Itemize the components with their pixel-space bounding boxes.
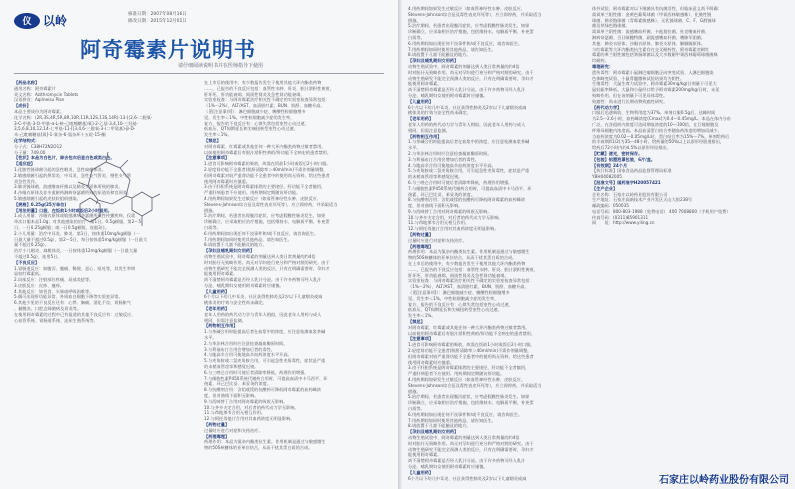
text-line: 【儿童用药】 (408, 469, 434, 475)
text-line: 诊断确立，应采取相应治疗措施，包括维持水、电解质平衡、补充蛋 (408, 29, 534, 35)
text-line: 日，一日0.25g顿服；或一日0.5g顿服，连服3日。 (14, 224, 110, 230)
text-line: 化学结构式： (14, 137, 40, 143)
text-line: 2.与华法林合用时应注意检查凝血酶原时间。 (204, 340, 288, 346)
text-line: 5.治疗期间，若患者出现腹泻症状，应考虑假膜性肠炎发生。如果 (408, 394, 530, 400)
document-title: 阿奇霉素片说明书 (80, 37, 256, 62)
text-line: 2.与华法林合用时应注意检查凝血酶原时间。 (408, 150, 492, 156)
approval-date: 核准日期：2007年08月16日 (128, 12, 187, 17)
text-line: 1.化脓性链球菌引起的急性咽炎、急性扁桃体炎。 (14, 166, 106, 172)
text-line: 【老年用药】 (204, 306, 230, 312)
text-line: 【不良反应】 (14, 259, 40, 265)
text-line: 5.治疗期间，若患者出现腹泻症状，应考虑假膜性肠炎发生。如果 (204, 213, 326, 219)
text-line: 桃体炎的疗效与安全性尚未确定。 (204, 300, 267, 306)
text-line: 企业名称：石家庄以岭药业股份有限公司 (592, 191, 668, 197)
text-line: 尚不清楚阿奇霉素是否经人乳汁分泌。由于许多药物可经人乳汁 (408, 87, 526, 93)
text-line: 网 址：http://www.yiling.cn (592, 220, 655, 226)
text-line: 9.与西咪替丁合用对阿奇霉素的吸收无影响。 (204, 398, 288, 404)
text-line: 实验室检查：与阿奇霉素治疗相关性不确定的实验室检查异常包括： (204, 97, 330, 103)
text-line: 4.用药期间如果发生过敏反应（如血管神经性水肿、皮肤反应、 (408, 6, 526, 11)
text-line: Stevens-Johnson综合征及毒性表皮坏死等），应立即停药，并采取适当 (204, 201, 338, 207)
text-line: 致癌性：尚未进行长期动物致癌性研究。 (592, 98, 668, 104)
text-line: 木-己吡喃糖基]氧]-1-氧杂-6-氮杂环十五烷-15-酮 (14, 132, 106, 138)
text-line: 动物生殖试验中，阿奇霉素的剂量达到人类日常剂量的约4倍 (408, 434, 520, 440)
text-line: 心血管系统、胃肠道系统、泌尿生殖系统等。 (14, 317, 98, 323)
text-line: 对阿奇霉素、红霉素或其他任何一种大环内酯类药物过敏者禁用。 (408, 324, 530, 330)
text-line: 为2.5～2.6小时，血药峰浓度(Cmax)为0.4～0.45mg/L。本品在体内分布 (592, 116, 731, 122)
text-line: 7.与细胞色素P450系统代谢药合用时，可提高血清中卡马西平、环 (204, 375, 328, 381)
text-line: 动物生殖试验中，阿奇霉素的剂量达到人类日常剂量的约4倍 (204, 253, 316, 259)
text-line: 【贮藏】遮光，密封保存。 (592, 150, 643, 156)
text-line: 6.用药期间如出现任何不良事件和/或不良反应，请咨询医生。 (408, 40, 523, 46)
text-line: 4.用药期间如果发生过敏反应（如血管神经性水肿、皮肤反应、 (408, 377, 526, 382)
text-line: 广泛，在各组织内浓度可达同期血浓度的10～100倍，在巨噬细胞及 (592, 121, 719, 127)
text-line: 【用法用量】口服，在饭前1小时或饭后2小时服用。 (14, 207, 112, 213)
text-line: 物的50S核糖体的亚单位结合，从而干扰其蛋白质的合成。 (408, 255, 517, 261)
text-line: 6个月以下幼儿中耳炎、社区获得性肺炎及2岁以下儿童咽炎或扁 (204, 294, 323, 300)
text-line: 6个月以下幼儿中耳炎、社区获得性肺炎及2岁以下儿童咽炎或扁 (408, 475, 527, 481)
text-line: 老年人用药的药代动力学与青年人相似，因此老年人用药与成人 (204, 311, 322, 317)
text-line: 致畸作用，但在该剂量下可见母体毒性。 (592, 92, 668, 98)
text-line: 邮政编码：050035 (592, 203, 629, 209)
text-line: 动物生殖研究不能完全预测人类的反应，只有在明确需要时，孕妇才 (408, 446, 534, 452)
text-line: （1%～2%）、ALT/AST、血清胆红素、BUN、肌酐、血糖升高。 (204, 103, 325, 109)
text-line: 的末梢血管痉挛和感觉迟钝。 (408, 174, 463, 180)
text-line: 3.皮肤反应：皮疹、瘙痒。 (14, 282, 65, 288)
text-line: 4.沙眼衣原体及非多重耐药淋病奈瑟菌所致的尿道炎和宫颈炎。 (14, 190, 132, 196)
text-line: 、黏膜炎、口腔念珠菌病及胃炎等。 (14, 306, 82, 312)
text-line: 见，发生率＜1%。中性粒细胞减少症的发生率， (408, 295, 499, 301)
text-line: 白质等。 (408, 34, 425, 40)
text-line: 【注意事项】 (204, 155, 230, 161)
text-line: 3.由于肝胆系统是阿奇霉素排泄的主要途径，肝功能不全者慎用， (408, 365, 530, 371)
text-line: 【批准文号】国药准字H20057421 (592, 179, 661, 185)
text-line: 【药物过量】 (408, 232, 434, 238)
text-line: 【老年用药】 (408, 116, 434, 122)
header-divider (14, 73, 384, 74)
text-line: 【性状】本品为白色片，除去包衣后显白色或类白色。 (14, 155, 115, 161)
text-line: 5.与麦角胺或二氢麦角胺合用，可引起急性麦角毒性，症状是严重 (204, 358, 326, 364)
text-line: 在使用阿奇霉素的过程中已有报道的其他不良反应有：过敏反应、 (14, 311, 136, 317)
text-line: 1.与茶碱合用时能提高后者在血浆中的浓度，应注意检测血浆茶碱 (408, 139, 530, 145)
text-line: 1.进食可影响阿奇霉素的吸收，故需在饭前1小时或饭后2小时口服。 (408, 342, 535, 348)
text-line: （见[注意事项]）：淋巴细胞减少症、嗜酸性粒细胞增多 (204, 108, 306, 114)
text-line: 【药理毒理】 (408, 243, 434, 249)
text-line: 通用名称：阿奇霉素片 (14, 85, 56, 91)
text-line: 3-C-甲基-3-O-甲基-α-L-核-己吡喃糖基)氧]-2-乙基-3,4,10-三羟基- (14, 120, 139, 126)
text-line: 口服后迅速吸收，生物利用度为37%。单剂口服0.5g后，达峰时间 (592, 110, 716, 116)
text-line: 2.局部反应：注射部位疼痛、局部炎症等。 (14, 277, 94, 283)
document-subtitle: 请仔细阅读说明书并在医师指导下使用 (178, 63, 264, 69)
text-line: YBH04082005 (592, 174, 622, 180)
text-line: 使用阿奇霉素时应慎重。 (408, 359, 455, 365)
text-line: 措施。 (408, 388, 421, 394)
text-line: 的末梢血管痉挛和感觉迟钝。 (204, 364, 259, 370)
text-line: 【生产企业】 (592, 185, 618, 191)
text-line: 2.轻度肾功能不全患者(肌酐清除率＞40ml/min)不需作剂量调整， (204, 166, 328, 172)
text-line: 【孕妇及哺乳期妇女用药】 (408, 429, 459, 435)
text-line: 8.与抗酸剂合用：含铝或镁的抗酸药可降低阿奇霉素的血药峰浓 (204, 387, 322, 393)
text-line: 本品主要成份为阿奇霉素。 (14, 108, 65, 114)
text-line: 能使用阿奇霉素。 (204, 271, 238, 277)
text-line: 生殖毒性：大鼠生育力试验中，阿奇霉素30mg/kg/日剂量下可见大 (592, 81, 717, 87)
text-line: 时对胎仔无致畸作用。尚无对孕妇进行充分和严格对照的研究。由于 (408, 69, 534, 75)
text-line: 当血药浓度为0.02～0.05mg/L时，蛋白结合率为15%～7%。单剂给药后 (592, 133, 730, 139)
text-line: 使用阿奇霉素时应慎重。 (204, 178, 251, 184)
text-line: 淋病奈瑟菌、百日咳鲍特菌、副流感嗜血杆菌、嗜肺军团菌。 (592, 34, 706, 40)
text-line: 传真号码：(0311)85901311 (592, 214, 649, 220)
text-line: 发生率＜1%。 (408, 313, 436, 319)
text-line: 低血压、QT间期延长和尖端扭转型室性心动过速。 (408, 307, 502, 313)
text-line: 度，但对曲线下面积无影响。 (408, 203, 463, 209)
text-line: 4.用药期间如果发生过敏反应（如血管神经性水肿、皮肤反应、 (204, 195, 322, 201)
text-line: 1.胃肠道反应：如腹泻、腹痛、稀便、恶心、呕吐等，其发生率明 (14, 265, 136, 271)
text-line: （1%～2%）、ALT/AST、血清胆红素、BUN、肌酐、血糖升高。 (408, 284, 529, 290)
text-line: 但阿奇霉素对较严重肾功能不全患者中的使用尚无资料，给这些患者 (204, 172, 330, 178)
text-line: Stevens-Johnson综合征及毒性表皮坏死等），应立即停药，并采取适当 (408, 11, 542, 17)
text-line: 【包装】铝塑泡罩包装，6片/盒。 (592, 156, 656, 162)
text-line: 汉语拼音：Aqimeisu Pian (14, 97, 65, 103)
text-line: 动物生殖试验中，阿奇霉素的剂量达到人类日常剂量的约4倍 (408, 63, 520, 69)
text-line: 物的50S核糖体的亚单位结合，从而干扰其蛋白质的合成。 (204, 445, 313, 451)
text-line: 英文名称：Azithromycin Tablets (14, 91, 79, 97)
text-line: 6个月以下幼儿中耳炎、社区获得性肺炎及2岁以下儿童咽炎或扁 (408, 104, 527, 110)
text-line: 【药品名称】 (14, 80, 40, 85)
right-column-0 (408, 6, 586, 481)
text-line: 11.与茚地那韦合用无相互作用。 (408, 220, 470, 226)
text-line: 鼠妊娠率降低。大鼠和小鼠经口给予阿奇霉素200mg/kg/日时，未见 (592, 87, 720, 93)
text-line: 见，发生率＜1%。中性粒细胞减少症的发生率， (204, 114, 295, 120)
text-line: 3.与利福布汀合用会增加后者的毒性。 (204, 346, 275, 352)
text-line: 5.与麦角胺或二氢麦角胺合用，可引起急性麦角毒性，症状是严重 (408, 168, 530, 174)
text-line: 时对胎仔无致畸作用。尚无对孕妇进行充分和严格对照的研究。由于 (204, 259, 330, 265)
text-line: 【孕妇及哺乳期妇女用药】 (408, 58, 459, 64)
text-line: 【禁忌】 (204, 137, 221, 143)
text-line: 低血压、QT间期延长和尖端扭转型室性心动过速。 (204, 126, 298, 132)
text-line: 动物生殖研究不能完全预测人类的反应，只有在明确需要时，孕妇才 (408, 75, 534, 81)
text-line: 色体畸变试验、小鼠骨髓微核试验结果均为阴性。 (592, 75, 685, 81)
text-line: 过量时应进行对症和支持治疗。 (204, 427, 263, 433)
text-line: 3,5,6,8,10,12,14-七甲基-11-[[3,4,6-三脱氧-3-(二甲氨基)-β-D- (14, 126, 136, 132)
text-line: 孢素、环己巴比妥、苯妥英的浓度。 (408, 191, 476, 197)
text-line: 菌及草绿色链球菌。 (592, 23, 630, 29)
text-line: ……，已报告的不良反应包括：血管性水肿、肝炎、胆汁淤积性黄疸、 (408, 266, 538, 272)
text-line: 毒理研究： (592, 63, 613, 69)
text-line: 相同，但需注意监测。 (408, 127, 450, 133)
text-line: 球菌、肺炎链球菌（青霉素敏感株）、无乳链球菌、C、F、G群链球 (592, 17, 716, 23)
text-line: 分子式：C38H72N2O12 (14, 143, 62, 149)
text-line: 8.请放置于儿童不能触及的地方。 (408, 423, 471, 429)
text-line: 5.偶可出现肝功能异常、外周血白细胞下降等实验室异常。 (14, 294, 123, 300)
text-line: 5.敏感细菌引起的皮肤软组织感染。 (14, 195, 81, 201)
text-line: 【药物相互作用】 (204, 323, 238, 329)
text-line: 单次口服本品1.0g；对其他感染的治疗：第1日，0.5g顿服，第2～5 (14, 219, 142, 225)
text-line: 孢素、环己巴比妥、苯妥英的浓度。 (204, 381, 272, 387)
text-line: 分泌，哺乳期妇女使用阿奇霉素时应谨慎。 (408, 463, 488, 469)
text-line: 需氧革兰阴性菌：流感嗜血杆菌、卡他莫拉菌、杜克嗜血杆菌、 (592, 29, 710, 35)
text-line: 时对胎仔无致畸作用。尚无对孕妇进行充分和严格对照的研究。由于 (408, 440, 534, 446)
text-line: 措施。 (408, 17, 421, 23)
right-page (402, 0, 795, 489)
text-line: 10.与齐多夫定合用，对后者的药代动力学无影响。 (408, 214, 503, 220)
text-line: 1.与茶碱合用时能提高后者在血浆中的浓度，应注意检测血浆茶碱 (204, 329, 326, 335)
text-line: 体外试验，阿奇霉素对以下细菌具有抗菌活性，但临床意义尚不明确： (592, 6, 722, 11)
text-line: 【儿童用药】 (408, 98, 434, 104)
text-line: 相同，但需注意监测。 (204, 317, 246, 323)
text-line: 【成份】 (14, 103, 31, 109)
text-line: 4.其他反应：如畏食、头晕或呼吸困难等。 (14, 288, 94, 294)
text-line: 6.用药期间如出现任何不良事件和/或不良反应，请咨询医生。 (204, 230, 319, 236)
text-line: 严重肝病患者不应使用。用药期间定期随访肝功能。 (204, 190, 301, 196)
text-line: 治疗小儿咽炎、扁桃体炎，一日按体重12mg/kg顿服（一日最大量 (14, 248, 138, 254)
text-line: 化学名称：(2R,3S,4R,5R,8R,10R,11R,12S,13S,14R)-13-[(2,6-二脱氧- (14, 114, 153, 120)
text-line: 不超过0.5g），连用5日。 (14, 253, 62, 259)
text-line: 与红霉素等大环内酯类抗生素存在交叉耐药性。阿奇霉素对耐红 (592, 46, 710, 52)
text-line: 6.与三唑仑合用时可使后者清除率降低，药理作用增强。 (408, 179, 513, 185)
text-line: 4.与地高辛合用可使地高辛血药浓度水平升高。 (408, 162, 496, 168)
text-line: 6.其他少见的不良反应还有：心悸、胸痛、消化不良、胃肠胀气 (14, 300, 132, 306)
text-line: 以前使用阿奇霉素后有胆汁淤积性黄疸/肝功能不全病史的患者禁用。 (204, 149, 332, 155)
text-line: 8.与抗酸剂合用：含铝或镁的抗酸药可降低阿奇霉素的血药峰浓 (408, 197, 526, 203)
text-line: 3.肺炎链球菌、流感嗜血杆菌以及肺炎支原体所致的肺炎。 (14, 184, 123, 190)
text-line: 3.与利福布汀合用会增加后者的毒性。 (408, 156, 479, 162)
text-line: 【儿童用药】 (204, 288, 230, 294)
text-line: 【禁忌】 (408, 319, 425, 325)
text-line: 8.请放置于儿童不能触及的地方。 (204, 242, 267, 248)
text-line: 7.与细胞色素P450系统代谢药合用时，可提高血清中卡马西平、环 (408, 185, 532, 191)
text-line: 严重肝病患者不应使用。用药期间定期随访肝功能。 (408, 371, 505, 377)
text-line: 其他：肺炎衣原体、沙眼衣原体、肺炎支原体、解脲脲原体。 (592, 40, 706, 46)
text-line: 2.轻度肾功能不全患者(肌酐清除率＞40ml/min)不需作剂量调整， (408, 348, 532, 354)
text-line: 电话号码：800-803-1988（免费电话） 400 7008800（手机用户免费） (592, 208, 731, 214)
text-line: 11.与茚地那韦合用无相互作用。 (204, 410, 266, 416)
right-column-1 (592, 6, 788, 226)
text-line: 肝坏死、肝功能衰竭、间质性肾炎及急性肾功能衰竭。 (204, 91, 305, 97)
text-line: 实验室检查：与阿奇霉素治疗相关性不确定的实验室检查异常包括： (408, 278, 534, 284)
text-line: 日最大量不超过0.5g），第2～5日，每日按体重5mg/kg顿服（一日最大 (14, 236, 148, 242)
text-line: 肝坏死、肝功能衰竭、间质性肾炎及急性肾功能衰竭。 (408, 272, 509, 278)
text-line: 药理作用：本品为氮杂内酯类抗生素。作用机制是通过与敏感微生 (204, 439, 326, 445)
text-line: 在上市后的使用中，有少数报告发生于使用其他大环内酯类药物 (204, 80, 322, 85)
text-line: 诊断确立，应采取相应治疗措施，包括维持水、电解质平衡、补充蛋 (204, 219, 330, 225)
text-line: 老年人用药的药代动力学与青年人相似，因此老年人用药与成人 (408, 121, 526, 127)
text-line: 12.与阿托伐他汀合用对其血药浓度无明显影响。 (204, 416, 295, 422)
text-line: 措施。 (204, 207, 217, 213)
text-line: 需氧革兰阳性菌：金黄色葡萄球菌（甲氧西林敏感株）、化脓性链 (592, 11, 712, 17)
text-line: 动物生殖研究不能完全预测人类的反应，只有在明确需要时，孕妇才 (204, 265, 330, 271)
text-line: 均耐药。 (592, 58, 609, 64)
text-line: 2.敏感细菌引起的鼻窦炎、中耳炎、急性支气管炎、慢性支气管 (14, 172, 132, 178)
text-line: 霉素的革兰阳性菌包括粪肠球菌以及大多数耐甲氧西林葡萄球菌菌株 (592, 52, 718, 58)
text-line: 【执行标准】国家食品药品监督管理局标准 (592, 168, 672, 174)
text-line: 1.成人用量：沙眼衣原体或敏感淋病奈瑟菌所致性传播疾病，仅需 (14, 213, 136, 219)
text-line: 复方，报告的不良反应有：心律失常包括室性心动过速， (204, 120, 309, 126)
text-line: 分泌，哺乳期妇女使用阿奇霉素时应谨慎。 (204, 282, 284, 288)
text-line: （见[注意事项]）：淋巴细胞减少症、嗜酸性粒细胞增多 (408, 290, 510, 296)
text-line: 白质等。 (204, 224, 221, 230)
text-line: 【注意事项】 (408, 336, 434, 342)
text-line: 【药物过量】 (204, 422, 230, 428)
text-line: 6.与三唑仑合用时可使后者清除率降低，药理作用增强。 (204, 369, 309, 375)
text-line: 炎急性发作。 (14, 178, 40, 184)
text-line: 【有效期】24个月 (592, 162, 628, 168)
logo-text: 以岭 (43, 14, 68, 28)
text-line: 药理作用：本品为氮杂内酯类抗生素。作用机制是通过与敏感微生 (408, 249, 530, 255)
text-line: 桃体炎的疗效与安全性尚未确定。 (408, 110, 471, 116)
text-line: 能使用阿奇霉素。 (408, 452, 442, 458)
text-line: 发生率＜1%。 (204, 132, 232, 138)
text-line: 10.与齐多夫定合用，对后者的药代动力学无影响。 (204, 404, 299, 410)
text-line: 水平。 (408, 145, 421, 151)
text-line: 分泌，哺乳期妇女使用阿奇霉素时应谨慎。 (408, 92, 488, 98)
text-line: Stevens-Johnson综合征及毒性表皮坏死等），应立即停药，并采取适当 (408, 382, 542, 388)
text-line: 能使用阿奇霉素。 (408, 81, 442, 87)
text-line: 生产地址：石家庄高新技术产业开发区天山大街238号 (592, 197, 693, 203)
text-line: 在上市后的使用中，有少数报告发生于使用其他大环内酯类药物 (408, 261, 526, 267)
text-line: 8.请放置于儿童不能触及的地方。 (408, 52, 471, 58)
text-line: 纤维母细胞内浓度高。本品血清蛋白结合率随血药浓度的增加而减少， (592, 127, 722, 133)
chemical-structure-icon (72, 140, 167, 235)
revision-date: 修改日期：2015年12月01日 (128, 19, 187, 24)
text-line: 【药代动力学】 (592, 104, 622, 110)
text-line: 对阿奇霉素、红霉素或其他任何一种大环内酯类药物过敏者禁用。 (204, 143, 326, 149)
left-column-2 (204, 80, 390, 451)
logo-mark-icon: 仪 (14, 13, 40, 29)
text-line: 【药理毒理】 (204, 433, 230, 439)
text-line: ……，已报告的不良反应包括：血管性水肿、肝炎、胆汁淤积性黄疸、 (204, 85, 334, 91)
approval-dates (128, 11, 187, 25)
text-line: 1.进食可影响阿奇霉素的吸收，故需在饭前1小时或饭后2小时口服。 (204, 161, 331, 167)
company-logo (14, 12, 67, 29)
text-line: 诊断确立，应采取相应治疗措施，包括维持水、电解质平衡、补充蛋 (408, 400, 534, 406)
text-line: 量不超过0.25g）。 (14, 242, 50, 248)
text-line: 6.用药期间如出现任何不良事件和/或不良反应，请咨询医生。 (408, 411, 523, 417)
text-line: 【规格】0.25g(25万单位) (14, 201, 67, 207)
text-line: 以前使用阿奇霉素后有胆汁淤积性黄疸/肝功能不全病史的患者禁用。 (408, 330, 536, 336)
text-line: 【适应症】 (14, 161, 35, 167)
text-line: 水平。 (204, 335, 217, 341)
text-line: 7.用药期间如同时使用其他药品，请告知医生。 (408, 46, 496, 52)
text-line: 4.与地高辛合用可使地高辛血药浓度水平升高。 (204, 352, 292, 358)
text-line: 分子量：749.00 (14, 149, 46, 155)
text-line: 白质等。 (408, 405, 425, 411)
text-line: 尚不清楚阿奇霉素是否经人乳汁分泌。由于许多药物可经人乳汁 (204, 277, 322, 283)
text-line: 12.与阿托伐他汀合用对其血药浓度无明显影响。 (408, 226, 499, 232)
text-line: 显较红霉素低。 (14, 271, 44, 277)
text-line: 7.用药期间如同时使用其他药品，请告知医生。 (408, 417, 496, 423)
footer-company: 石家庄以岭药业股份有限公司 (659, 475, 789, 486)
text-line: 【药物相互作用】 (408, 133, 442, 139)
text-line: 复方，报告的不良反应有：心律失常包括室性心动过速， (408, 301, 513, 307)
text-line: 给药后72小时内约4.5%以原形经尿排出。 (592, 145, 671, 151)
text-line: 但阿奇霉素对较严重肾功能不全患者中的使用尚无资料，给这些患者 (408, 353, 534, 359)
text-line: 2.小儿用量：治疗中耳炎、肺炎，第1日，按体重10mg/kg顿服（一 (14, 230, 140, 236)
text-line: 7.用药期间如同时使用其他药品，请告知医生。 (204, 236, 292, 242)
text-line: 3.由于肝胆系统是阿奇霉素排泄的主要途径，肝功能不全者慎用， (204, 184, 326, 190)
text-line: 5.治疗期间，若患者出现腹泻症状，应考虑假膜性肠炎发生。如果 (408, 23, 530, 29)
text-line: 遗传毒性：阿奇霉素小鼠淋巴瘤细胞正向突变试验、人淋巴细胞染 (592, 69, 714, 75)
text-line: 【孕妇及哺乳期妇女用药】 (204, 248, 255, 254)
text-line: 的半衰期(t1/2)为35～48小时。给药量的50%以上以原形经胆道排出， (592, 139, 725, 145)
text-line: 尚不清楚阿奇霉素是否经人乳汁分泌。由于许多药物可经人乳汁 (408, 458, 526, 464)
text-line: 度，但对曲线下面积无影响。 (204, 393, 259, 399)
text-line: 9.与西咪替丁合用对阿奇霉素的吸收无影响。 (408, 208, 492, 214)
text-line: 过量时应进行对症和支持治疗。 (408, 237, 467, 243)
